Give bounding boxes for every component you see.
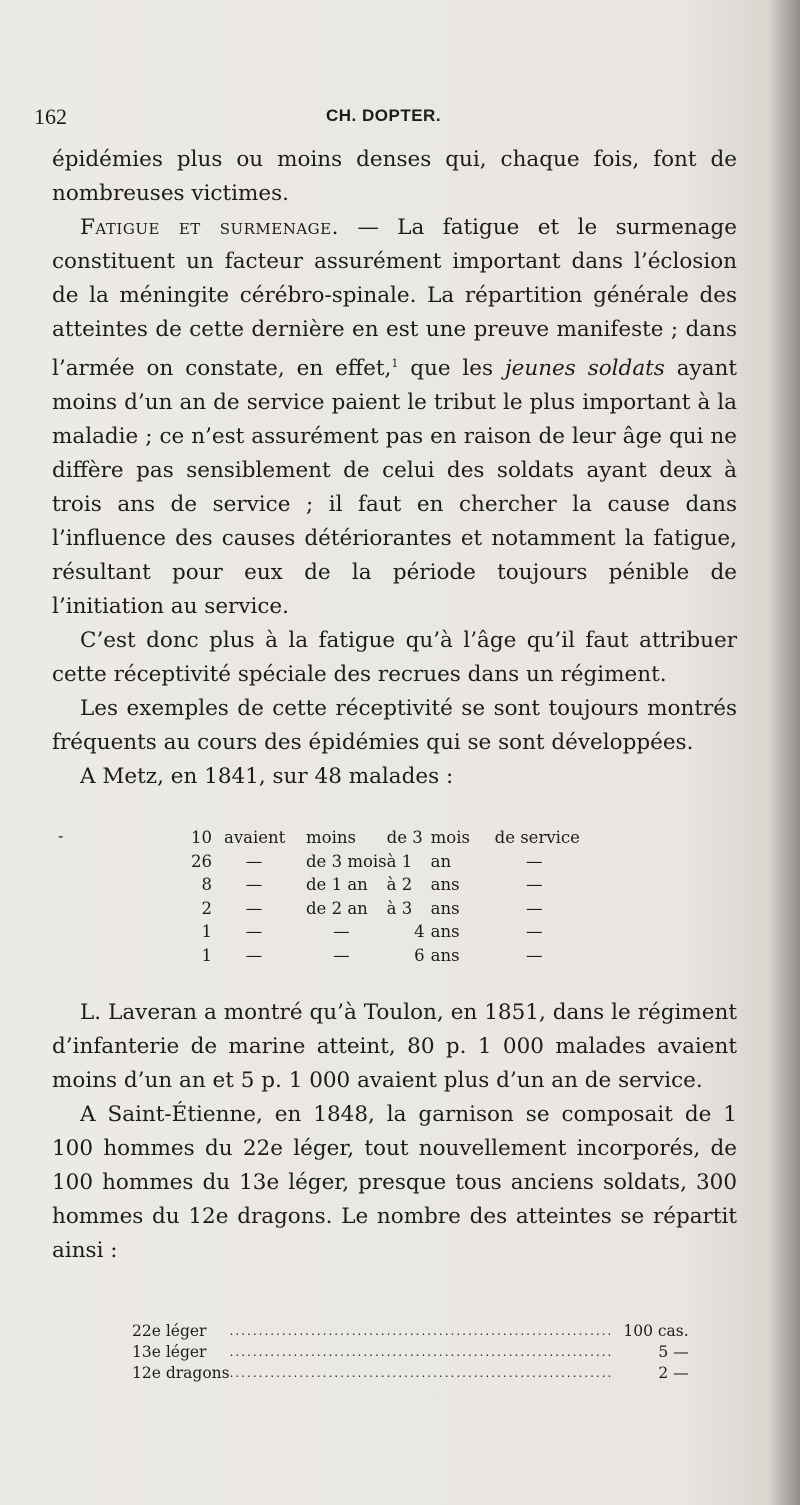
table-cell: de 1 an (306, 875, 368, 894)
table-cell: de 3 mois (306, 851, 387, 871)
leader-dots: .................................................................. (229, 1324, 614, 1338)
paragraph-7: A Saint-Étienne, en 1848, la garnison se composait de 1 100 hommes du 22e léger, tout nouvellement incorporés, de 100 hommes du 13e léger, presque tous anciens soldats, 300 hommes du 12e dragons. Le nombre des atteintes se répartit ainsi : (52, 1102, 737, 1263)
table-cell: — (245, 945, 263, 965)
paragraph-2-italic: jeunes soldats (504, 356, 665, 382)
running-head: CH. DOPTER. (326, 106, 442, 125)
paragraph-3: C’est donc plus à la fatigue qu’à l’âge qu’il faut attribuer cette réceptivité spéciale des recrues dans un régiment. (52, 628, 737, 688)
table-cell: ans (430, 922, 460, 941)
table-row (132, 1342, 689, 1363)
paragraph-2-text: — La fatigue et le surmenage constituent un facteur assurément important dans l’éclosion de la méningite cérébro-spinale. La répartition générale des atteintes de cette dernière en est une preuve manifeste ; dans l’armée on constate, en effet, (52, 215, 737, 382)
table-row (186, 920, 580, 944)
table-cell: de service (494, 828, 580, 847)
table-cell: moins (306, 828, 356, 847)
table-cell: 1 (201, 945, 212, 965)
table-row (186, 826, 580, 850)
table-cell: 2 — (658, 1364, 689, 1382)
margin-mark: - (58, 826, 64, 845)
page-header (0, 104, 800, 134)
body-text (52, 143, 737, 794)
table-cell: 22e léger (132, 1322, 207, 1340)
table-cell: ans (430, 945, 460, 965)
page-number: 162 (34, 104, 67, 129)
table-cell: — (333, 922, 350, 941)
table-row (186, 873, 580, 897)
leader-dots: .................................................................. (229, 1345, 614, 1359)
table-cell: de 2 an (306, 898, 368, 918)
paragraph-6: L. Laveran a montré qu’à Toulon, en 1851, dans le régiment d’infanterie de marine atteint, 80 p. 1 000 malades avaient moins d’un an et 5 p. 1 000 avaient plus d’un an de service. (52, 1000, 737, 1093)
table-row (132, 1363, 689, 1384)
table-cell: 13e léger (132, 1343, 207, 1361)
table-cell: de 3 (386, 828, 423, 847)
table-cell: — (526, 922, 543, 941)
table-cell: à 1 (386, 851, 413, 871)
table-cell: an (430, 851, 452, 871)
paragraph-2 (52, 211, 737, 624)
table-cell: à 3 (386, 898, 413, 918)
leader-dots: .................................................................. (229, 1366, 614, 1380)
garrison-table (132, 1321, 689, 1384)
table-row (132, 1321, 689, 1342)
table-cell: à 2 (386, 875, 413, 894)
table-row (186, 897, 580, 921)
body-text-2 (52, 996, 737, 1268)
table-row (186, 850, 580, 874)
table-cell: — (526, 898, 543, 918)
table-cell: 10 (191, 828, 212, 847)
table-cell: — (526, 945, 543, 965)
metz-table (186, 826, 580, 967)
paragraph-5: A Metz, en 1841, sur 48 malades : (80, 764, 454, 790)
table-cell: 26 (191, 851, 212, 871)
footnote-ref: 1 (391, 357, 399, 370)
table-cell: — (245, 851, 263, 871)
table-cell: — (526, 851, 543, 871)
paragraph-4: Les exemples de cette réceptivité se sont toujours montrés fréquents au cours des épidémies qui se sont développées. (52, 696, 737, 756)
table-cell: — (245, 898, 263, 918)
table-cell: 5 — (658, 1343, 689, 1361)
paragraph-2-cont-b: ayant moins d’un an de service paient le tribut le plus important à la maladie ; ce n’est assurément pas en raison de leur âge qui ne diffère pas sensiblement de celui des soldats ayant deux à trois ans de service ; il faut en chercher la cause dans l’influence des causes détériorantes et notamment la fatigue, résultant pour eux de la période toujours pénible de l’initiation au service. (52, 356, 737, 620)
table-cell: 6 (414, 945, 425, 965)
paragraph-1: épidémies plus ou moins denses qui, chaque fois, font de nombreuses victimes. (52, 147, 737, 206)
table-cell: — (245, 875, 263, 894)
table-cell: — (526, 875, 543, 894)
table-cell: ans (430, 898, 460, 918)
table-cell: 100 cas. (623, 1322, 689, 1340)
paragraph-2-cont-a: que les (398, 356, 505, 382)
section-title: Fatigue et surmenage. (80, 215, 339, 240)
table-cell: — (245, 922, 263, 941)
table-cell: 12e dragons (132, 1364, 230, 1382)
table-cell: mois (430, 828, 470, 847)
table-cell: ans (430, 875, 460, 894)
table-cell: avaient (224, 828, 286, 847)
table-cell: — (333, 945, 350, 965)
table-cell: 1 (201, 922, 212, 941)
table-row (186, 944, 580, 968)
table-cell: 2 (201, 898, 212, 918)
table-cell: 8 (201, 875, 212, 894)
table-cell: 4 (414, 922, 425, 941)
